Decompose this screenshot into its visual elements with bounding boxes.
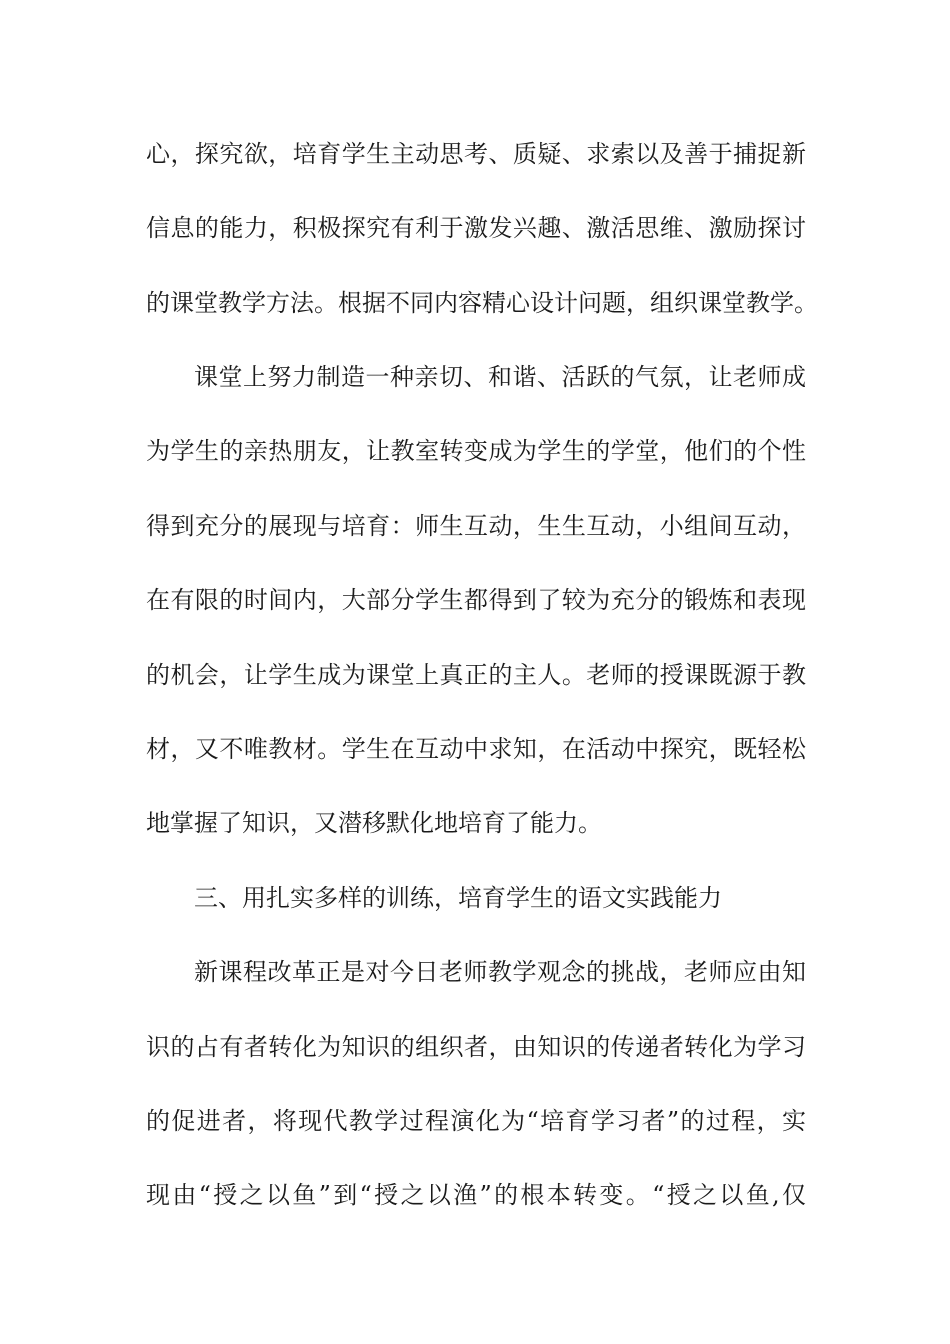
text-line: 的机会，让学生成为课堂上真正的主人。老师的授课既源于教 xyxy=(146,661,806,689)
text-line: 材，又不唯教材。学生在互动中求知，在活动中探究，既轻松 xyxy=(146,735,806,763)
text-line: 在有限的时间内，大部分学生都得到了较为充分的锻炼和表现 xyxy=(146,586,806,614)
text-line: 现由“授之以鱼”到“授之以渔”的根本转变。“授之以鱼,仅 xyxy=(146,1181,806,1209)
text-line: 心，探究欲，培育学生主动思考、质疑、求索以及善于捕捉新 xyxy=(146,140,806,168)
paragraph-first-line: 新课程改革正是对今日老师教学观念的挑战，老师应由知 xyxy=(194,958,806,986)
text-line: 识的占有者转化为知识的组织者，由知识的传递者转化为学习 xyxy=(146,1033,806,1061)
text-line: 地掌握了知识，又潜移默化地培育了能力。 xyxy=(146,809,602,837)
text-line: 信息的能力，积极探究有利于激发兴趣、激活思维、激励探讨 xyxy=(146,214,806,242)
text-line: 得到充分的展现与培育：师生互动，生生互动，小组间互动， xyxy=(146,512,806,540)
section-heading: 三、用扎实多样的训练，培育学生的语文实践能力 xyxy=(194,884,722,912)
text-line: 的课堂教学方法。根据不同内容精心设计问题，组织课堂教学。 xyxy=(146,289,818,317)
text-line: 为学生的亲热朋友，让教室转变成为学生的学堂，他们的个性 xyxy=(146,437,806,465)
text-line: 的促进者，将现代教学过程演化为“培育学习者”的过程，实 xyxy=(146,1107,806,1135)
paragraph-first-line: 课堂上努力制造一种亲切、和谐、活跃的气氛，让老师成 xyxy=(194,363,806,391)
